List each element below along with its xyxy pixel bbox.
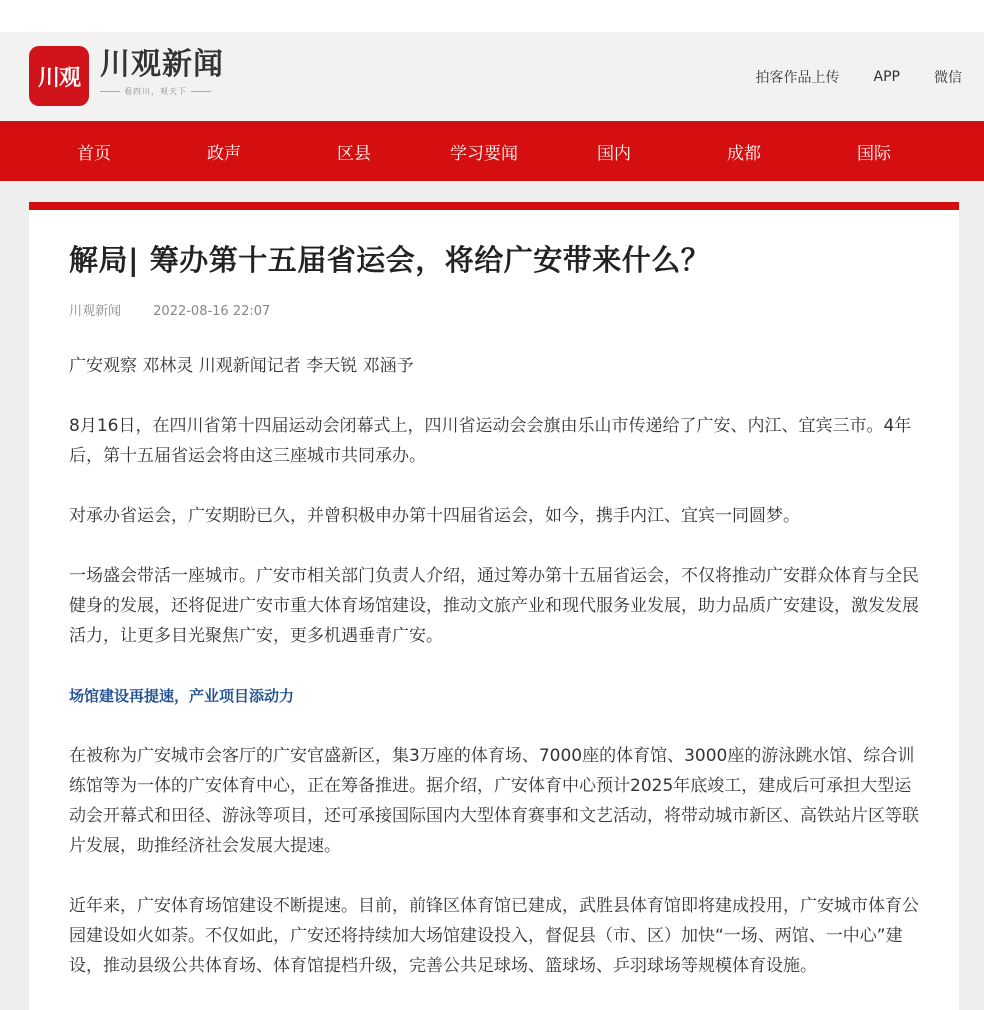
app-link[interactable]: APP (873, 68, 900, 85)
logo[interactable] (100, 48, 224, 97)
top-strip (0, 0, 984, 32)
nav-item-politics[interactable]: 政声 (207, 143, 241, 164)
nav-item-study-news[interactable]: 学习要闻 (450, 143, 518, 164)
article-byline: 广安观察 邓林灵 川观新闻记者 李天锐 邓涵予 (69, 356, 414, 376)
article-paragraph: 近年来，广安体育场馆建设不断提速。目前，前锋区体育馆已建成，武胜县体育馆即将建成投用，广安城市体育公园建设如火如荼。不仅如此，广安还将持续加大场馆建设投入，督促县（市、区）加快“一场、两馆、一中心”建设，推动县级公共体育场、体育馆提档升级，完善公共足球场、篮球场、乒羽球场等规模体育设施。 (69, 896, 919, 976)
article-meta (69, 300, 919, 319)
slogan-rule-left (100, 91, 120, 92)
wechat-link[interactable]: 微信 (934, 69, 962, 86)
article-card (29, 202, 959, 1010)
section-subheading: 场馆建设再提速，产业项目添动力 (69, 687, 295, 705)
header-links (756, 32, 962, 121)
logo-mark-text: 川观 (37, 64, 80, 91)
article-paragraph: 8月16日，在四川省第十四届运动会闭幕式上，四川省运动会会旗由乐山市传递给了广安、内江、宜宾三市。4年后，第十五届省运会将由这三座城市共同承办。 (69, 416, 912, 466)
article-paragraph: 在被称为广安城市会客厅的广安官盛新区，集3万座的体育场、7000座的体育馆、3000座的游泳跳水馆、综合训练馆等为一体的广安体育中心，正在筹备推进。据介绍，广安体育中心预计2025年底竣工，建成后可承担大型运动会开幕式和田径、游泳等项目，还可承接国际国内大型体育赛事和文艺活动，将带动城市新区、高铁站片区等联片发展，助推经济社会发展大提速。 (69, 746, 919, 856)
upload-link[interactable]: 拍客作品上传 (755, 69, 840, 86)
nav-item-international[interactable]: 国际 (857, 143, 891, 164)
site-name: 川观新闻 (100, 47, 224, 82)
slogan-text: 看四川，观天下 (124, 87, 187, 96)
nav-item-domestic[interactable]: 国内 (597, 143, 631, 164)
article-source: 川观新闻 (69, 304, 122, 319)
slogan-rule-right (191, 91, 211, 92)
logo-icon[interactable] (29, 46, 89, 106)
article-paragraph: 对承办省运会，广安期盼已久，并曾积极申办第十四届省运会，如今，携手内江、宜宾一同圆梦。 (69, 506, 800, 526)
article-paragraph: 一场盛会带活一座城市。广安市相关部门负责人介绍，通过筹办第十五届省运会，不仅将推动广安群众体育与全民健身的发展，还将促进广安市重大体育场馆建设，推动文旅产业和现代服务业发展，助力品质广安建设，激发发展活力，让更多目光聚焦广安，更多机遇垂青广安。 (69, 566, 919, 646)
nav-item-home[interactable]: 首页 (77, 143, 111, 164)
article-date: 2022-08-16 22:07 (153, 304, 271, 319)
site-header (0, 32, 984, 121)
nav-item-chengdu[interactable]: 成都 (727, 143, 761, 164)
article-title: 解局| 筹办第十五届省运会，将给广安带来什么？ (69, 243, 711, 277)
main-nav (0, 121, 984, 181)
slogan (100, 86, 224, 97)
nav-item-counties[interactable]: 区县 (337, 143, 371, 164)
